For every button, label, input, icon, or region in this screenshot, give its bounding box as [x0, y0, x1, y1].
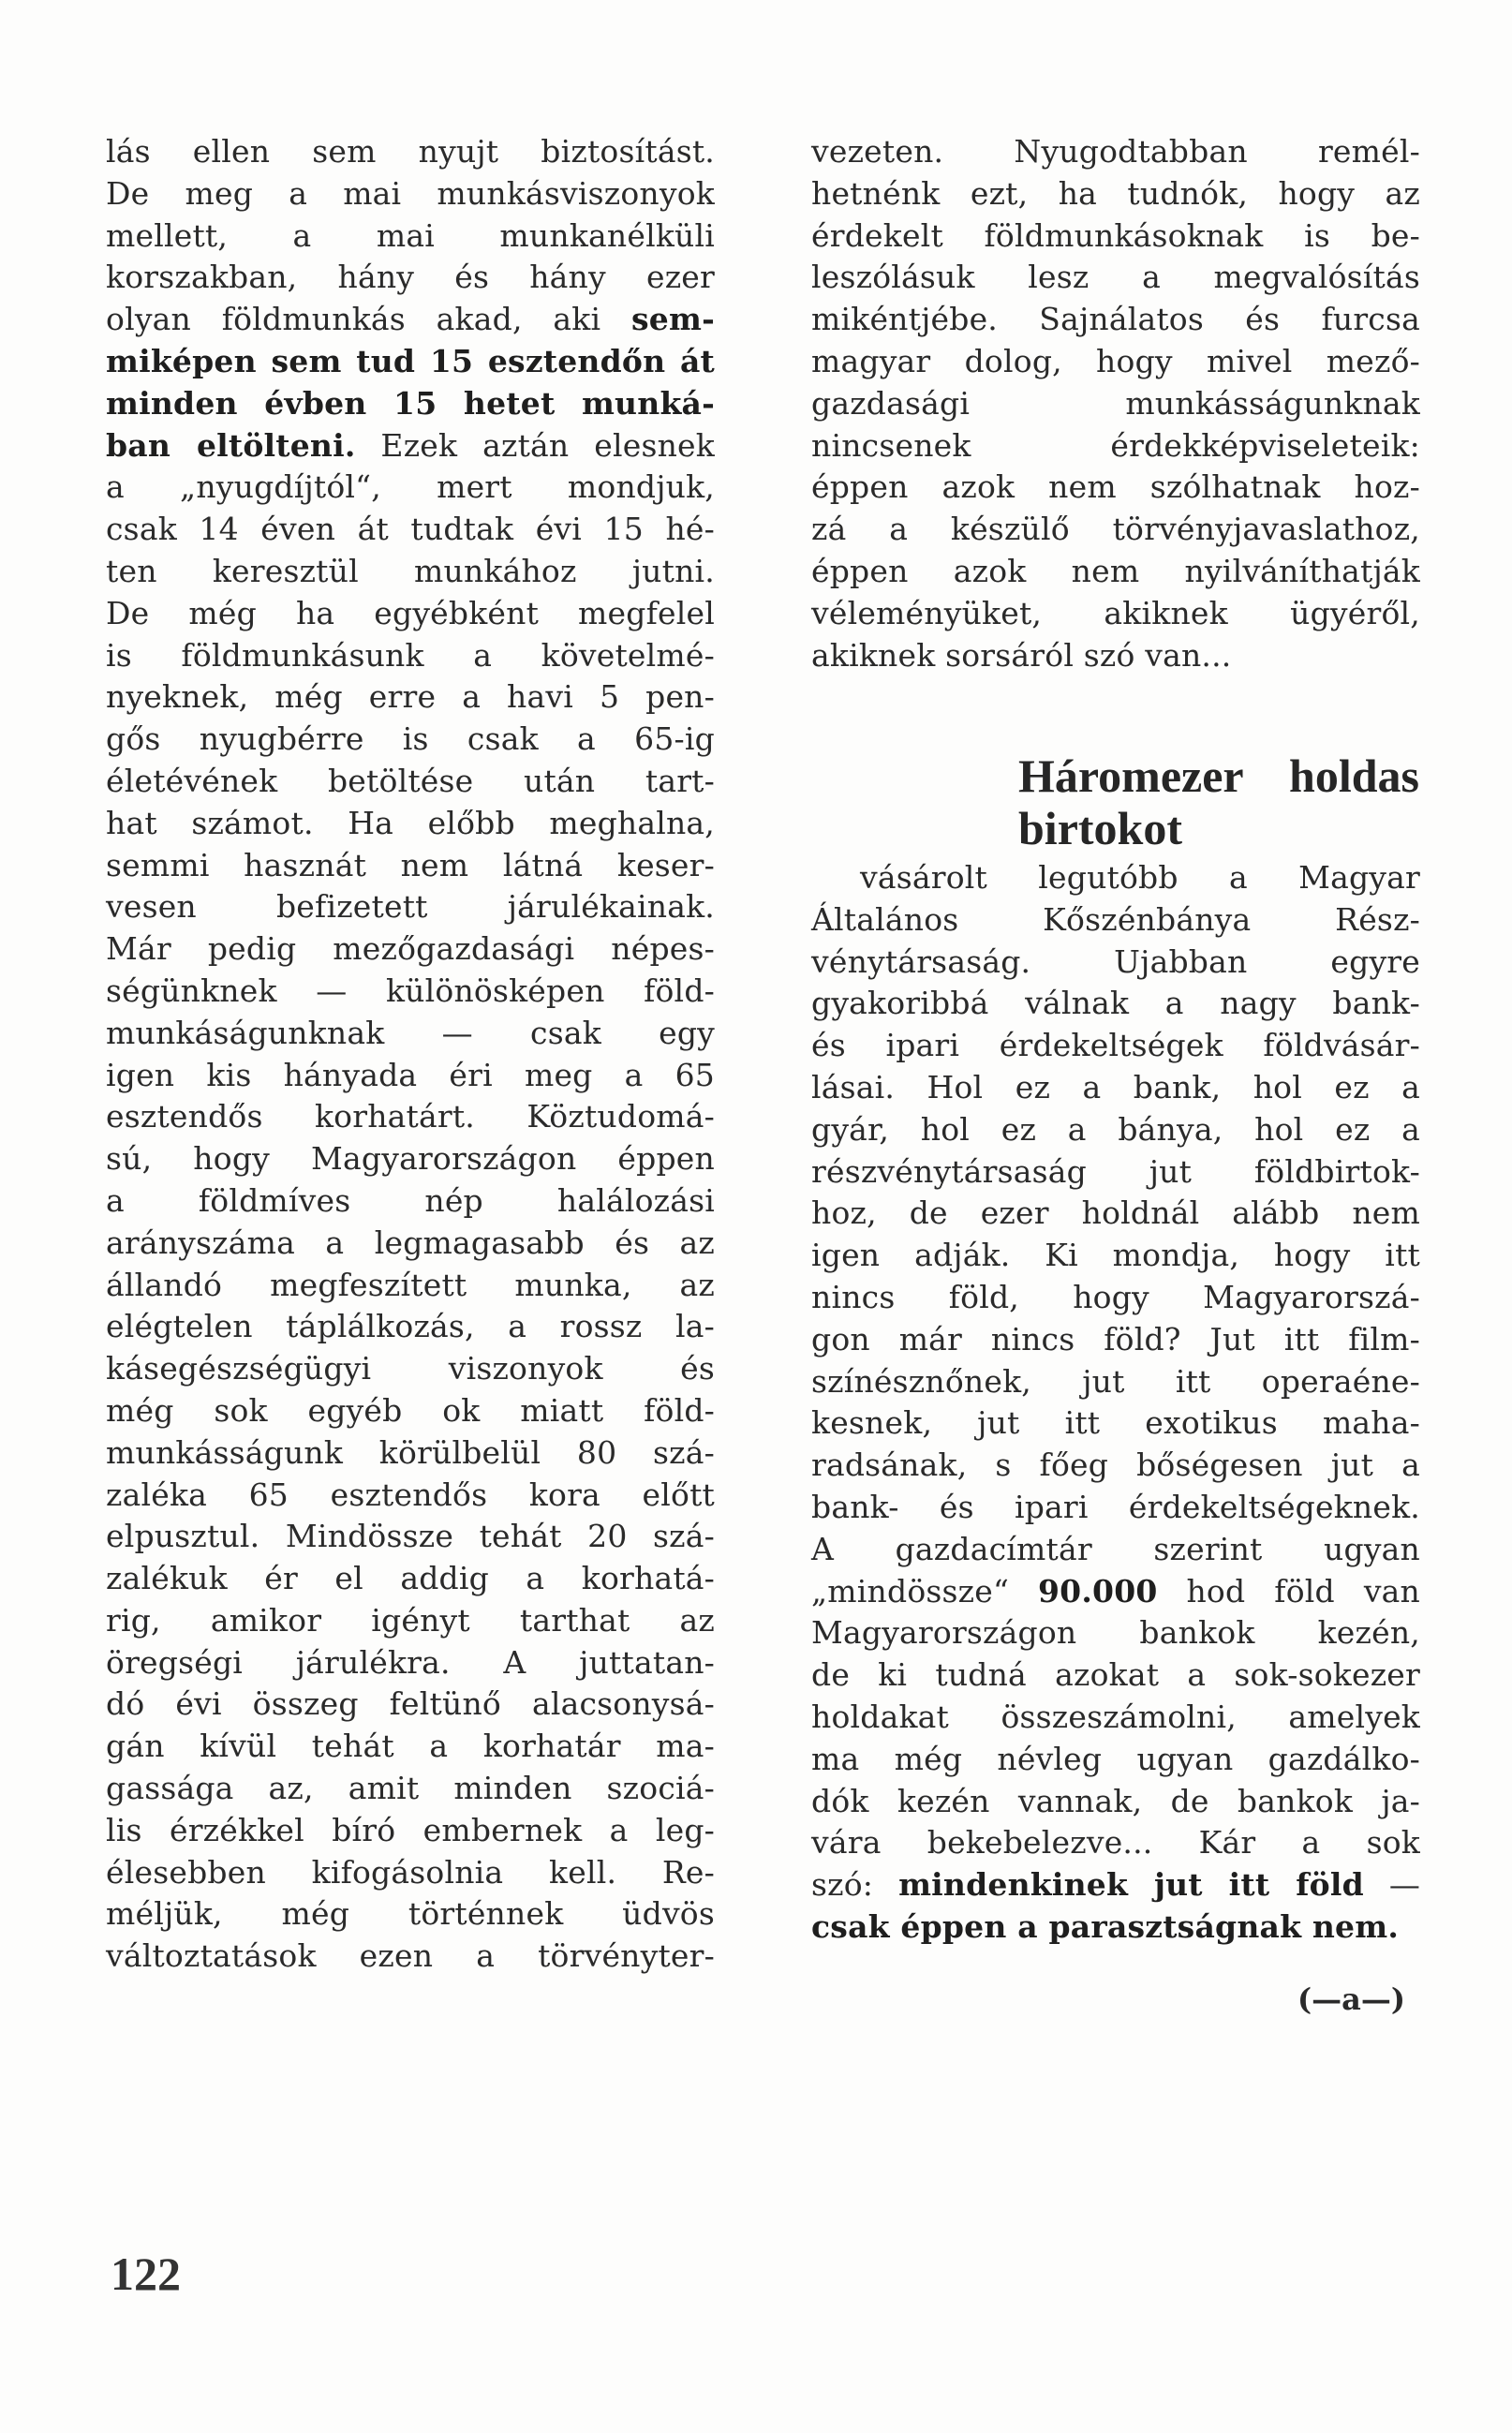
text-segment: is földmunkásunk a követelmé- [106, 636, 715, 674]
bold-text: ban eltölteni. [106, 426, 356, 464]
text-line [106, 383, 715, 425]
text-segment: arányszáma a legmagasabb és az [106, 1224, 715, 1261]
text-line [811, 942, 1420, 984]
text-line [106, 1642, 715, 1684]
text-segment: munkásságunk körülbelül 80 szá- [106, 1433, 715, 1471]
text-segment: zá a készülő törvényjavaslathoz, [811, 511, 1420, 548]
text-segment: A gazdacímtár szerint ugyan [811, 1530, 1420, 1567]
text-segment: munkáságunknak — csak egy [106, 1014, 715, 1051]
text-segment: sú, hogy Magyarországon éppen [106, 1140, 715, 1178]
text-segment: leszólásuk lesz a megvalósítás [811, 259, 1420, 296]
text-segment: Ezek aztán elesnek [355, 426, 715, 464]
text-segment: életévének betöltése után tart- [106, 762, 715, 799]
text-segment: gazdasági munkásságunknak [811, 384, 1420, 422]
section-heading [1018, 749, 1419, 854]
text-segment: és ipari érdekeltségek földvásár- [811, 1027, 1420, 1064]
text-line [106, 1180, 715, 1223]
right-column-bottom [811, 857, 1420, 1949]
text-segment: lis érzékkel bíró embernek a leg- [106, 1811, 715, 1848]
text-line [106, 509, 715, 551]
text-line [811, 131, 1420, 173]
section-heading-line-1: Háromezer holdas [1018, 749, 1419, 802]
text-segment: elégtelen táplálkozás, a rossz la- [106, 1308, 715, 1345]
text-line [106, 1852, 715, 1894]
text-line [106, 845, 715, 887]
text-segment: hetnénk ezt, ha tudnók, hogy az [811, 174, 1420, 212]
text-segment: részvénytársaság jut földbirtok- [811, 1152, 1420, 1190]
text-line [811, 1235, 1420, 1277]
text-segment: méljük, még történnek üdvös [106, 1895, 715, 1933]
bold-text: sem- [631, 301, 715, 338]
text-segment: vásárolt legutóbb a Magyar [860, 859, 1420, 896]
text-line [106, 1768, 715, 1810]
text-line [811, 1612, 1420, 1654]
text-line [811, 1654, 1420, 1697]
text-segment: de ki tudná azokat a sok-sokezer [811, 1656, 1420, 1694]
bold-text: 90.000 [1038, 1572, 1158, 1610]
bold-text: mindenkinek jut itt föld [898, 1866, 1364, 1904]
text-line [811, 899, 1420, 942]
text-segment: hoz, de ezer holdnál alább nem [811, 1194, 1420, 1232]
text-segment: dó évi összeg feltünő alacsonysá- [106, 1685, 715, 1723]
text-segment: még sok egyéb ok miatt föld- [106, 1391, 715, 1429]
text-line [106, 676, 715, 719]
text-segment: kásegészségügyi viszonyok és [106, 1350, 715, 1387]
text-line [811, 1025, 1420, 1067]
page-number: 122 [111, 2248, 181, 2300]
text-line [811, 467, 1420, 509]
text-line [811, 1697, 1420, 1739]
text-line [811, 341, 1420, 383]
text-segment: ségünknek — különösképen föld- [106, 972, 715, 1009]
section-heading-line-2: birtokot [1018, 802, 1182, 854]
text-line [811, 1906, 1420, 1949]
text-line [811, 1781, 1420, 1823]
text-line [106, 1684, 715, 1726]
text-segment: hat számot. Ha előbb meghalna, [106, 804, 715, 841]
text-segment: „mindössze“ [811, 1572, 1039, 1610]
text-segment: Általános Kőszénbánya Rész- [811, 900, 1420, 938]
text-segment: gős nyugbérre is csak a 65-ig [106, 720, 715, 758]
text-line [106, 1096, 715, 1138]
text-segment: nincs föld, hogy Magyarorszá- [811, 1278, 1420, 1315]
text-line [811, 1571, 1420, 1613]
text-line [106, 1348, 715, 1390]
text-segment: gon már nincs föld? Jut itt film- [811, 1320, 1420, 1357]
text-line [106, 1432, 715, 1475]
text-segment: semmi hasznát nem látná keser- [106, 846, 715, 883]
text-line [106, 803, 715, 845]
text-segment: kesnek, jut itt exotikus maha- [811, 1404, 1420, 1442]
text-line [106, 1600, 715, 1642]
text-segment: Már pedig mezőgazdasági népes- [106, 930, 715, 968]
right-column-top [811, 131, 1420, 676]
text-line [811, 635, 1420, 677]
text-line [106, 467, 715, 509]
text-segment: De még ha egyébként megfelel [106, 594, 715, 631]
text-line [811, 1151, 1420, 1194]
text-segment: elpusztul. Mindössze tehát 20 szá- [106, 1518, 715, 1555]
text-line [811, 593, 1420, 635]
text-line [106, 719, 715, 761]
bold-text: csak éppen a parasztságnak nem. [811, 1907, 1400, 1945]
left-column [106, 131, 715, 1978]
text-segment: mikéntjébe. Sajnálatos és furcsa [811, 301, 1420, 338]
text-segment: holdakat összeszámolni, amelyek [811, 1698, 1420, 1735]
text-segment: éppen azok nem nyilváníthatják [811, 552, 1420, 589]
text-line [811, 1067, 1420, 1109]
author-signature: (—a—) [1297, 1981, 1406, 2017]
text-line [106, 341, 715, 383]
text-line [811, 1864, 1420, 1906]
bold-text: miképen sem tud 15 esztendőn át [106, 342, 715, 379]
text-line [106, 593, 715, 635]
text-segment: gyakoribbá válnak a nagy bank- [811, 985, 1420, 1022]
text-line [811, 1361, 1420, 1403]
text-line [811, 1529, 1420, 1571]
text-segment: magyar dolog, hogy mivel mező- [811, 342, 1420, 379]
text-line [811, 383, 1420, 425]
text-segment: bank- és ipari érdekeltségeknek. [811, 1488, 1420, 1525]
text-line [106, 215, 715, 258]
text-line [811, 551, 1420, 593]
text-segment: öregségi járulékra. A juttatan- [106, 1643, 715, 1681]
text-line [811, 215, 1420, 258]
text-segment: mellett, a mai munkanélküli [106, 216, 715, 254]
text-segment: véleményüket, akiknek ügyéről, [811, 594, 1420, 631]
text-line [811, 173, 1420, 215]
text-segment: élesebben kifogásolnia kell. Re- [106, 1853, 715, 1891]
text-line [106, 971, 715, 1013]
text-segment: rig, amikor igényt tarthat az [106, 1601, 715, 1639]
text-line [811, 1402, 1420, 1445]
text-line [106, 1390, 715, 1432]
text-line [106, 551, 715, 593]
text-segment: olyan földmunkás akad, aki [106, 301, 631, 338]
text-segment: állandó megfeszített munka, az [106, 1266, 715, 1303]
text-line [106, 635, 715, 677]
text-segment: radsának, s főeg bőségesen jut a [811, 1446, 1420, 1484]
text-line [811, 257, 1420, 299]
text-line [106, 1223, 715, 1265]
text-line [811, 1193, 1420, 1235]
text-line [106, 1475, 715, 1517]
text-segment: ten keresztül munkához jutni. [106, 552, 715, 589]
text-line [106, 1138, 715, 1180]
text-segment: gán kívül tehát a korhatár ma- [106, 1728, 715, 1765]
text-segment: akiknek sorsáról szó van... [811, 636, 1232, 674]
text-segment: színésznőnek, jut itt operaéne- [811, 1362, 1420, 1400]
text-line [106, 1013, 715, 1055]
text-line [811, 299, 1420, 341]
text-line [106, 928, 715, 971]
text-segment: nincsenek érdekképviseleteik: [811, 426, 1420, 464]
text-line [811, 1739, 1420, 1781]
text-segment: dók kezén vannak, de bankok ja- [811, 1782, 1420, 1819]
text-segment: vezeten. Nyugodtabban remél- [811, 133, 1420, 170]
text-segment: korszakban, hány és hány ezer [106, 259, 715, 296]
text-segment: csak 14 éven át tudtak évi 15 hé- [106, 511, 715, 548]
text-segment: De meg a mai munkásviszonyok [106, 174, 715, 212]
text-line [811, 1822, 1420, 1864]
text-line [106, 1726, 715, 1768]
text-line [106, 761, 715, 803]
text-segment: ma még névleg ugyan gazdálko- [811, 1740, 1420, 1777]
text-line [811, 1109, 1420, 1151]
text-line [811, 1445, 1420, 1487]
text-line [811, 857, 1420, 899]
text-line [106, 1265, 715, 1307]
text-segment: szó: [811, 1866, 899, 1904]
text-segment: vára bekebelezve... Kár a sok [811, 1824, 1420, 1862]
text-segment: — [1363, 1866, 1421, 1904]
text-segment: változtatások ezen a törvényter- [106, 1937, 715, 1975]
text-segment: igen adják. Ki mondja, hogy itt [811, 1237, 1420, 1274]
text-segment: vesen befizetett járulékainak. [106, 888, 715, 926]
text-line [811, 1487, 1420, 1529]
text-segment: érdekelt földmunkásoknak is be- [811, 216, 1420, 254]
text-segment: esztendős korhatárt. Köztudomá- [106, 1098, 715, 1135]
text-line [106, 425, 715, 467]
text-line [106, 1055, 715, 1097]
text-segment: zaléka 65 esztendős kora előtt [106, 1476, 715, 1513]
text-segment: a földmíves nép halálozási [106, 1181, 715, 1219]
bold-text: minden évben 15 hetet munká- [106, 384, 715, 422]
text-line [811, 425, 1420, 467]
text-line [811, 509, 1420, 551]
text-line [106, 1810, 715, 1852]
text-line [106, 131, 715, 173]
text-line [106, 257, 715, 299]
text-line [106, 1306, 715, 1348]
text-segment: lásai. Hol ez a bank, hol ez a [811, 1068, 1420, 1105]
text-line [811, 1277, 1420, 1319]
text-segment: nyeknek, még erre a havi 5 pen- [106, 678, 715, 716]
text-line [106, 1558, 715, 1600]
text-line [106, 1516, 715, 1558]
text-segment: a „nyugdíjtól“, mert mondjuk, [106, 468, 715, 506]
text-segment: vénytársaság. Ujabban egyre [811, 942, 1420, 980]
text-line [811, 1319, 1420, 1361]
text-line [106, 1893, 715, 1936]
text-line [106, 1936, 715, 1978]
text-segment: gassága az, amit minden szociá- [106, 1770, 715, 1807]
text-line [106, 173, 715, 215]
text-segment: Magyarországon bankok kezén, [811, 1614, 1420, 1652]
text-line [106, 886, 715, 928]
text-segment: hod föld van [1157, 1572, 1420, 1610]
text-line [106, 299, 715, 341]
text-segment: lás ellen sem nyujt biztosítást. [106, 133, 715, 170]
text-segment: igen kis hányada éri meg a 65 [106, 1056, 715, 1093]
text-segment: gyár, hol ez a bánya, hol ez a [811, 1110, 1420, 1148]
text-segment: zalékuk ér el addig a korhatá- [106, 1560, 715, 1597]
text-segment: éppen azok nem szólhatnak hoz- [811, 468, 1420, 506]
text-line [811, 983, 1420, 1025]
